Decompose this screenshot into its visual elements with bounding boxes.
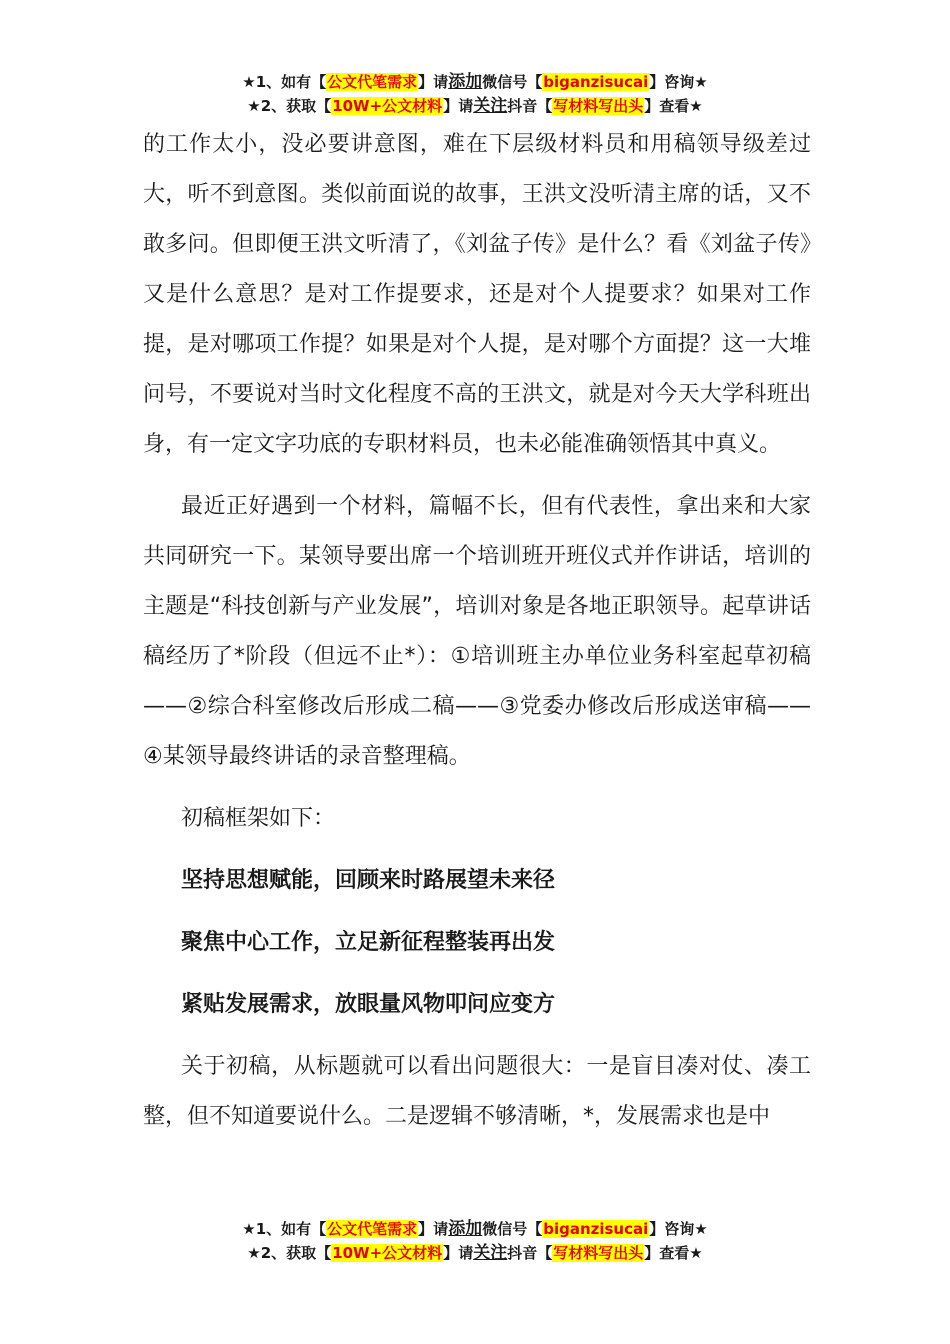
footer-banner xyxy=(0,1217,950,1265)
banner-underline: 关注 xyxy=(473,96,508,116)
banner-text: ★2、获取【 xyxy=(247,97,332,115)
banner-highlight: 写材料写出头 xyxy=(553,97,644,115)
banner-text: 】咨询★ xyxy=(649,73,708,91)
banner-text: 】查看★ xyxy=(644,1244,703,1262)
banner-text: 】咨询★ xyxy=(649,1220,708,1238)
banner-text: 抖音【 xyxy=(507,1244,553,1262)
paragraph-2: 最近正好遇到一个材料，篇幅不长，但有代表性，拿出来和大家共同研究一下。某领导要出席一个培训班开班仪式并作讲话，培训的主题是“科技创新与产业发展”，培训对象是各地正职领导。起草讲话稿经历了*阶段（但远不止*）：①培训班主办单位业务科室起草初稿——②综合科室修改后形成二稿——③党委办修改后形成送审稿——④某领导最终讲话的录音整理稿。 xyxy=(143,494,811,769)
banner-text: 】请 xyxy=(418,1220,449,1238)
banner-highlight: biganzisucai xyxy=(543,1220,649,1238)
banner-underline: 添加 xyxy=(448,72,483,92)
header-banner xyxy=(0,70,950,118)
banner-text: 】请 xyxy=(443,1244,474,1262)
banner-text: 】查看★ xyxy=(644,97,703,115)
paragraph-1: 的工作太小，没必要讲意图，难在下层级材料员和用稿领导级差过大，听不到意图。类似前面说的故事，王洪文没听清主席的话，又不敢多问。但即便王洪文听清了，《刘盆子传》是什么？看《刘盆子传》又是什么意思？是对工作提要求，还是对个人提要求？如果对工作提，是对哪项工作提？如果是对个人提，是对哪个方面提？这一大堆问号，不要说对当时文化程度不高的王洪文，就是对今天大学科班出身，有一定文字功底的专职材料员，也未必能准确领悟其中真义。 xyxy=(143,132,811,457)
banner-highlight: 10W+公文材料 xyxy=(332,1244,443,1262)
banner-highlight: 写材料写出头 xyxy=(553,1244,644,1262)
banner-highlight: biganzisucai xyxy=(543,73,649,91)
banner-text: 】请 xyxy=(443,97,474,115)
paragraph-4: 关于初稿，从标题就可以看出问题很大：一是盲目凑对仗、凑工整，但不知道要说什么。二是逻辑不够清晰，*，发展需求也是中 xyxy=(143,1054,811,1129)
banner-text: 】请 xyxy=(418,73,449,91)
banner-line-1 xyxy=(0,1217,950,1241)
banner-line-1 xyxy=(0,70,950,94)
banner-text: ★1、如有【 xyxy=(242,1220,327,1238)
outline-heading-3: 紧贴发展需求，放眼量风物叩问应变方 xyxy=(181,992,556,1017)
banner-text: 微信号【 xyxy=(482,73,543,91)
outline-heading-1: 坚持思想赋能，回顾来时路展望未来径 xyxy=(181,868,556,893)
banner-highlight: 公文代笔需求 xyxy=(327,1220,418,1238)
banner-underline: 添加 xyxy=(448,1219,483,1239)
banner-text: ★2、获取【 xyxy=(247,1244,332,1262)
outline-heading-2: 聚焦中心工作，立足新征程整装再出发 xyxy=(181,930,556,955)
banner-text: 微信号【 xyxy=(482,1220,543,1238)
banner-text: 抖音【 xyxy=(507,97,553,115)
banner-underline: 关注 xyxy=(473,1243,508,1263)
banner-line-2 xyxy=(0,94,950,118)
document-body xyxy=(143,120,811,1142)
banner-highlight: 公文代笔需求 xyxy=(327,73,418,91)
banner-line-2 xyxy=(0,1241,950,1265)
banner-highlight: 10W+公文材料 xyxy=(332,97,443,115)
paragraph-3: 初稿框架如下： xyxy=(181,806,336,831)
banner-text: ★1、如有【 xyxy=(242,73,327,91)
